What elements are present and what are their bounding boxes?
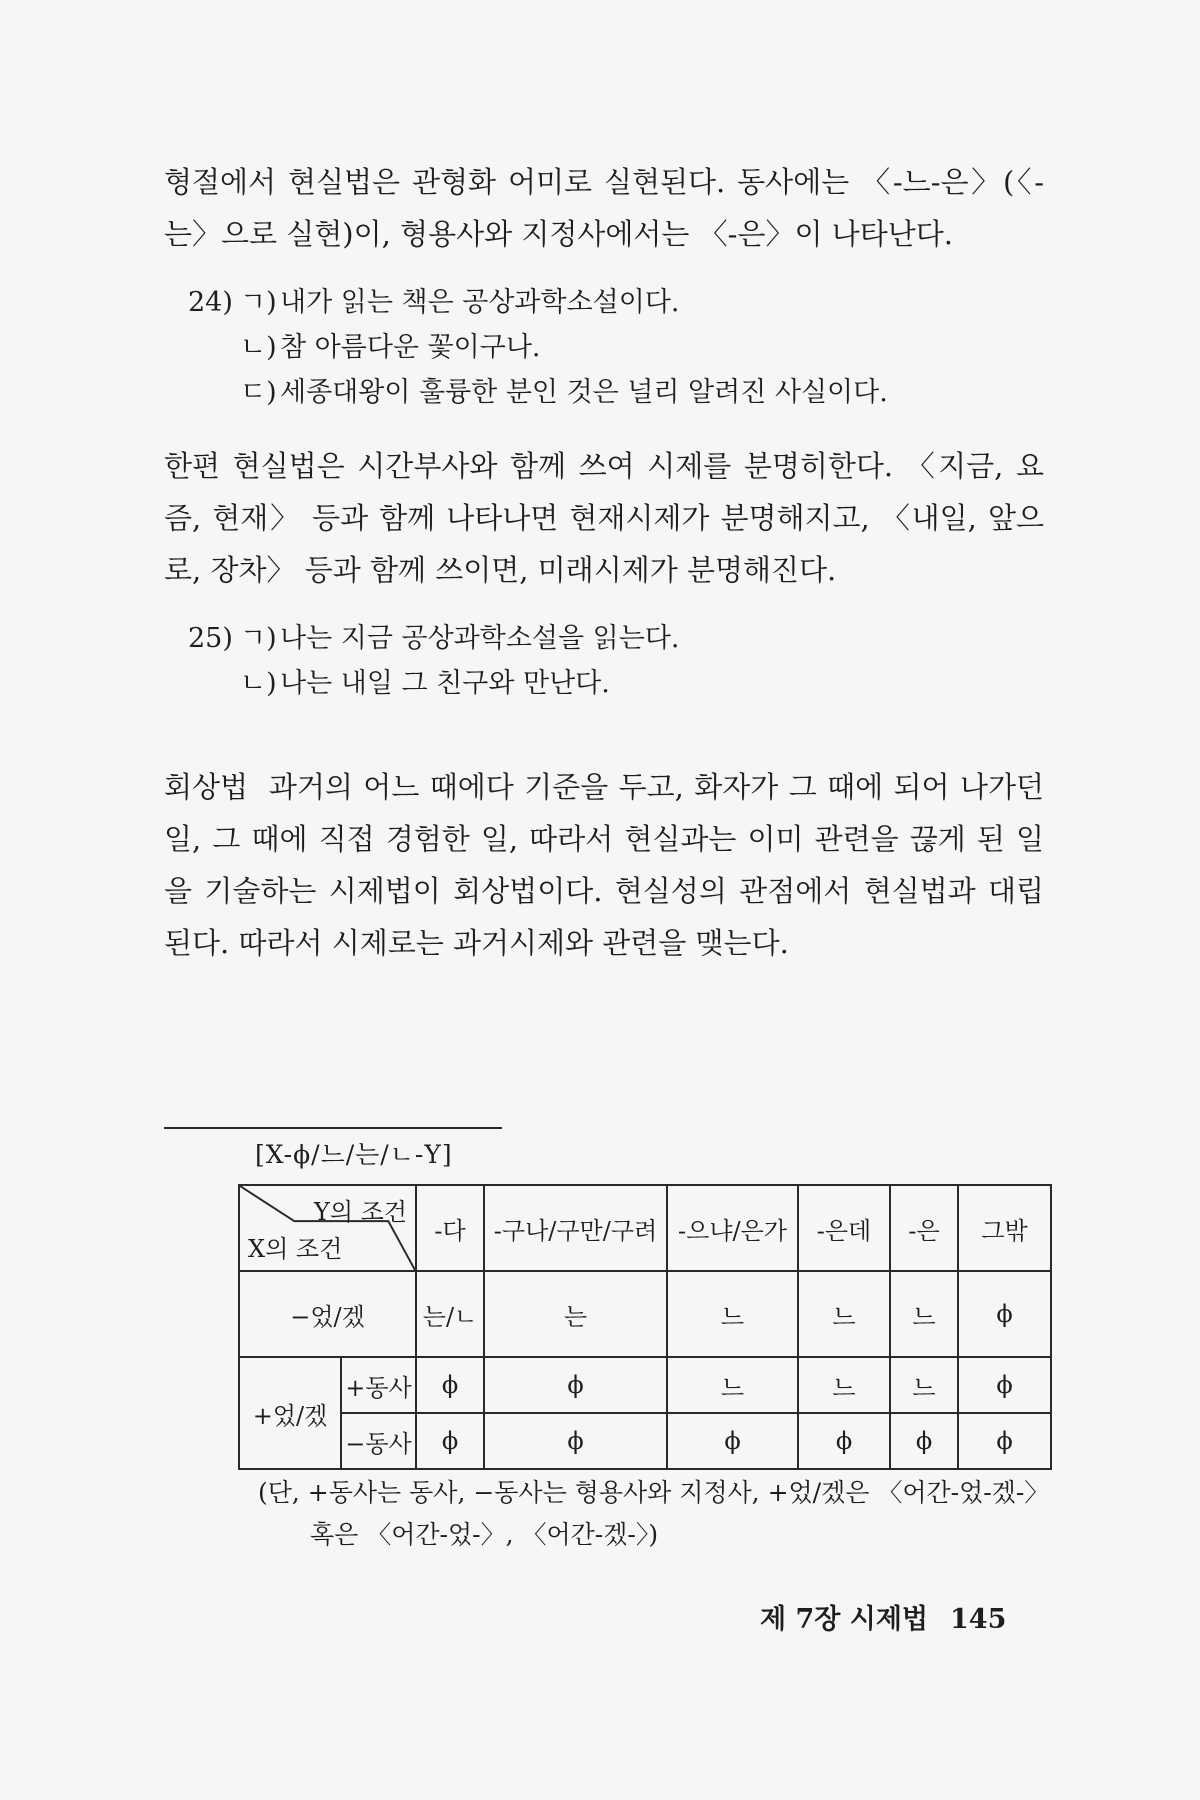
table-cell: 느	[890, 1271, 958, 1357]
footnote-note-line2: 혹은 〈어간-었-〉, 〈어간-겠-〉)	[310, 1520, 659, 1549]
table-cell: 느	[890, 1357, 958, 1413]
row-group-label: +었/겠	[239, 1357, 341, 1469]
table-cell: ϕ	[484, 1357, 667, 1413]
table-cell: ϕ	[958, 1357, 1051, 1413]
example-24-item-c: ㄷ) 세종대왕이 훌륭한 분인 것은 널리 알려진 사실이다.	[240, 377, 888, 408]
table-cell: 느	[798, 1271, 890, 1357]
example-24	[188, 280, 888, 415]
table-cell: ϕ	[484, 1413, 667, 1469]
running-footer	[760, 1597, 1006, 1636]
example-24-number: 24)	[188, 287, 233, 318]
footnote-note-line1: (단, +동사는 동사, −동사는 형용사와 지정사, +었/겠은 〈어간-었-겠-〉	[258, 1478, 1050, 1507]
chapter-title: 제 7장 시제법	[760, 1604, 928, 1635]
table-cell: ϕ	[958, 1413, 1051, 1469]
example-25-item-b: ㄴ) 나는 내일 그 친구와 만난다.	[240, 668, 610, 699]
column-header: -구나/구만/구려	[484, 1185, 667, 1271]
column-header: 그밖	[958, 1185, 1051, 1271]
table-cell: 느	[798, 1357, 890, 1413]
table-cell: ϕ	[958, 1271, 1051, 1357]
table-cell: 는/ㄴ	[416, 1271, 484, 1357]
example-24-item-b: ㄴ) 참 아름다운 꽃이구나.	[240, 332, 541, 363]
table-cell: 는	[484, 1271, 667, 1357]
x-condition-label: X의 조건	[248, 1235, 343, 1263]
paragraph-realis-adnominal: 형절에서 현실법은 관형화 어미로 실현된다. 동사에는 〈-느-은〉(〈-는〉으로 실현)이, 형용사와 지정사에서는 〈-은〉이 나타난다.	[164, 165, 1044, 251]
footnote-table	[238, 1184, 1052, 1470]
column-header: -으냐/은가	[667, 1185, 798, 1271]
row-label: −동사	[341, 1413, 416, 1469]
table-cell: 느	[667, 1271, 798, 1357]
footnote-formula: [X-ϕ/느/는/ㄴ-Y]	[255, 1140, 453, 1169]
table-header-diagonal	[239, 1185, 416, 1271]
example-24-item-a: 24) ㄱ) 내가 읽는 책은 공상과학소설이다.	[188, 280, 888, 325]
footnote-note	[258, 1472, 1058, 1556]
example-25	[188, 616, 679, 706]
row-label: −었/겠	[239, 1271, 416, 1357]
table-cell: ϕ	[667, 1413, 798, 1469]
table-cell: ϕ	[798, 1413, 890, 1469]
page-number: 145	[950, 1604, 1007, 1635]
table-cell: ϕ	[890, 1413, 958, 1469]
term-retrospective: 회상법	[164, 770, 249, 804]
paragraph-time-adverbs: 한편 현실법은 시간부사와 함께 쓰여 시제를 분명히한다. 〈지금, 요즘, 현재〉 등과 함께 나타나면 현재시제가 분명해지고, 〈내일, 앞으로, 장차〉 등과 함께 쓰이면, 미래시제가 분명해진다.	[164, 449, 1044, 587]
column-header: -다	[416, 1185, 484, 1271]
row-label: +동사	[341, 1357, 416, 1413]
column-header: -은데	[798, 1185, 890, 1271]
column-header: -은	[890, 1185, 958, 1271]
table-cell: ϕ	[416, 1413, 484, 1469]
y-condition-label: Y의 조건	[313, 1198, 407, 1226]
footnote-rule	[164, 1127, 502, 1129]
table-cell: ϕ	[416, 1357, 484, 1413]
paragraph-retrospective: 회상법 과거의 어느 때에다 기준을 두고, 화자가 그 때에 되어 나가던 일, 그 때에 직접 경험한 일, 따라서 현실과는 이미 관련을 끊게 된 일을 기술하는 시제법이 회상법이다. 현실성의 관점에서 현실법과 대립된다. 따라서 시제로는 과거시제와 관련을 맺는다.	[164, 770, 1045, 960]
table-cell: 느	[667, 1357, 798, 1413]
example-25-number: 25)	[188, 623, 233, 654]
example-25-item-a: 25) ㄱ) 나는 지금 공상과학소설을 읽는다.	[188, 616, 679, 661]
